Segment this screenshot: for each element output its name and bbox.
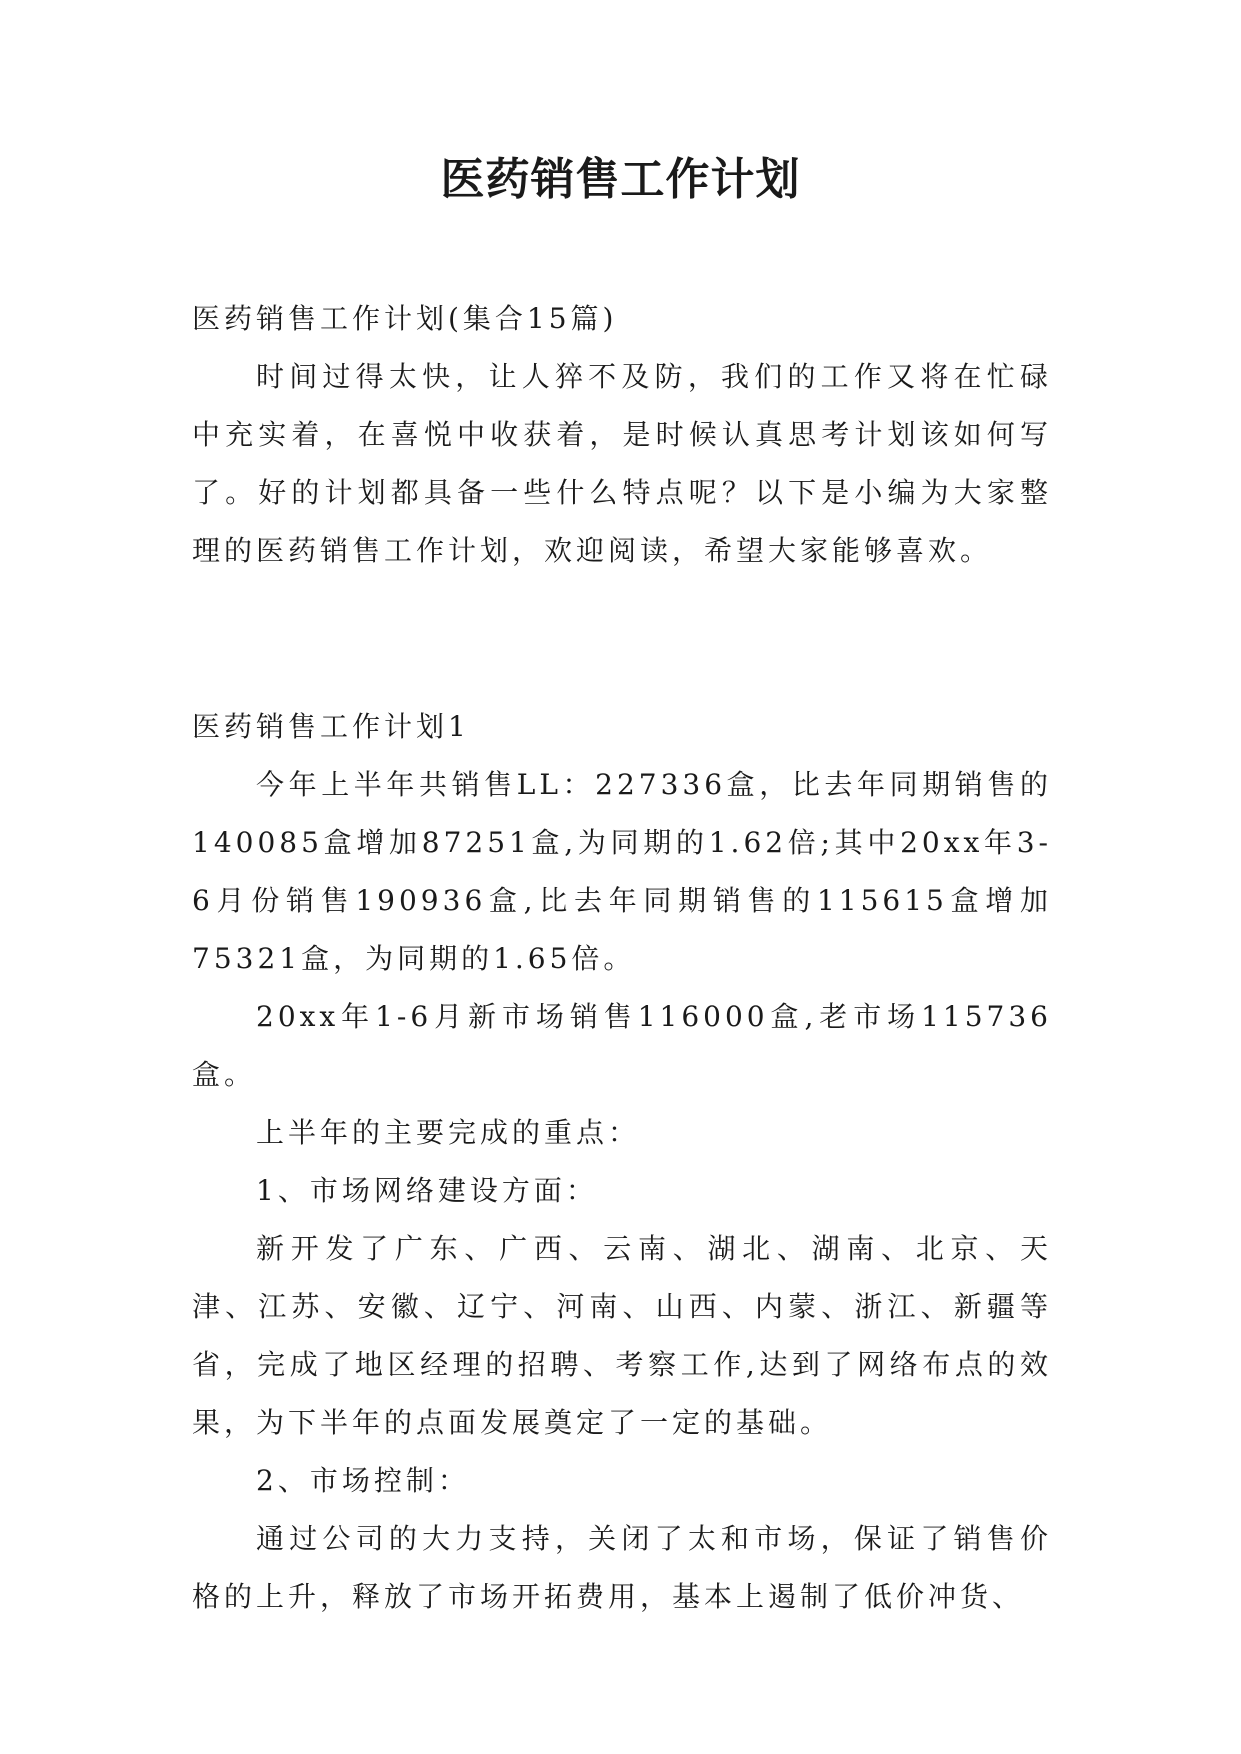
document-subtitle: 医药销售工作计划(集合15篇) bbox=[192, 302, 618, 335]
sales-summary-paragraph: 今年上半年共销售LL：227336盒，比去年同期销售的140085盒增加87251盒,为同期的1.62倍;其中20xx年3-6月份销售190936盒,比去年同期销售的115615盒增加75321盒，为同期的1.65倍。 bbox=[192, 768, 1052, 975]
section-spacer bbox=[192, 580, 1052, 698]
market-control-heading: 2、市场控制： bbox=[256, 1464, 470, 1497]
intro-paragraph: 时间过得太快，让人猝不及防，我们的工作又将在忙碌中充实着，在喜悦中收获着，是时候认真思考计划该如何写了。好的计划都具备一些什么特点呢？以下是小编为大家整理的医药销售工作计划，欢迎阅读，希望大家能够喜欢。 bbox=[192, 360, 1052, 567]
document-title: 医药销售工作计划 bbox=[440, 154, 801, 205]
market-sales-paragraph: 20xx年1-6月新市场销售116000盒,老市场115736盒。 bbox=[192, 1000, 1052, 1091]
section-heading: 医药销售工作计划1 bbox=[192, 710, 470, 743]
network-paragraph: 新开发了广东、广西、云南、湖北、湖南、北京、天津、江苏、安徽、辽宁、河南、山西、内蒙、浙江、新疆等省，完成了地区经理的招聘、考察工作,达到了网络布点的效果，为下半年的点面发展奠定了一定的基础。 bbox=[192, 1232, 1052, 1439]
market-control-paragraph: 通过公司的大力支持，关闭了太和市场，保证了销售价格的上升，释放了市场开拓费用，基本上遏制了低价冲货、 bbox=[192, 1522, 1052, 1613]
network-heading: 1、市场网络建设方面： bbox=[256, 1174, 598, 1207]
key-points-heading: 上半年的主要完成的重点： bbox=[256, 1116, 641, 1149]
document-body bbox=[192, 290, 1052, 1626]
